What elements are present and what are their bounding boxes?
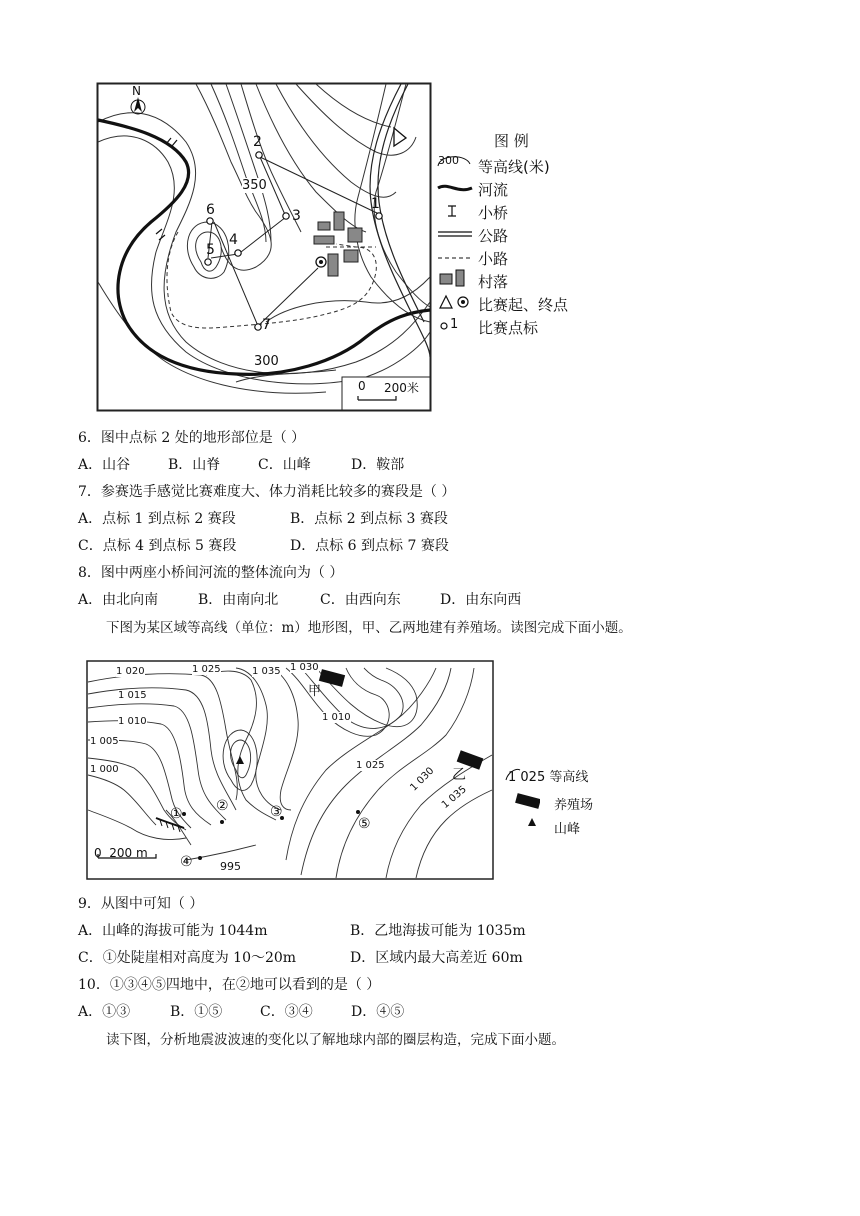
legend-contour: 等高线(米): [478, 158, 550, 176]
point-label-1: 1: [371, 196, 380, 212]
legend-river: 河流: [478, 181, 509, 199]
question-6-option-d: D．鞍部: [351, 457, 405, 473]
contour-label-1020: 1 020: [116, 666, 145, 677]
legend-contour-sym: 300: [438, 154, 459, 167]
point-label-6: 6: [206, 202, 215, 218]
contour-label-1035-b: 1 035: [439, 784, 469, 811]
question-8-option-b: B．由南向北: [198, 592, 279, 608]
point-label-circled-2: ②: [216, 798, 229, 814]
intro-paragraph-3: 读下图，分析地震波波速的变化以了解地球内部的圈层构造，完成下面小题。: [106, 1032, 565, 1048]
legend-bridge: 小桥: [478, 204, 509, 222]
point-label-circled-3: ③: [270, 804, 283, 820]
legend-village: 村落: [478, 273, 509, 291]
contour-label-300: 300: [254, 354, 279, 369]
question-7-option-b: B．点标 2 到点标 3 赛段: [290, 511, 448, 527]
question-8-stem: 8．图中两座小桥间河流的整体流向为（ ）: [78, 565, 344, 581]
question-9-option-b: B．乙地海拔可能为 1035m: [350, 923, 526, 939]
question-9-option-c: C．①处陡崖相对高度为 10～20m: [78, 950, 297, 966]
question-10-stem: 10．①③④⑤四地中，在②地可以看到的是（ ）: [78, 977, 381, 993]
contour-label-1015: 1 015: [118, 690, 147, 701]
farm-label-jia: 甲: [308, 684, 322, 699]
contour-label-1010-b: 1 010: [322, 712, 351, 723]
scale-zero: 0: [358, 379, 366, 393]
question-7-option-d: D．点标 6 到点标 7 赛段: [290, 538, 449, 554]
legend-highway: 公路: [478, 227, 509, 245]
contour-label-350: 350: [242, 178, 267, 193]
contour-map-farm: [86, 660, 494, 880]
map2-legend: [500, 760, 620, 840]
question-7-stem: 7．参赛选手感觉比赛难度大、体力消耗比较多的赛段是（ ）: [78, 484, 456, 500]
question-8-option-d: D．由东向西: [440, 592, 522, 608]
question-10-option-c: C．③④: [260, 1004, 313, 1020]
point-label-circled-4: ④: [180, 854, 193, 870]
legend-trail: 小路: [478, 250, 509, 268]
intro-paragraph-2: 下图为某区域等高线（单位：m）地形图，甲、乙两地建有养殖场。读图完成下面小题。: [106, 620, 632, 636]
question-6-stem: 6．图中点标 2 处的地形部位是（ ）: [78, 430, 306, 446]
map2-scale: 0 200 m: [94, 846, 148, 860]
question-9-option-a: A．山峰的海拔可能为 1044m: [78, 923, 268, 939]
contour-map-orienteering: [96, 82, 432, 412]
contour-label-1030-a: 1 030: [290, 662, 319, 673]
contour-label-1035-a: 1 035: [252, 666, 281, 677]
question-10-option-d: D．④⑤: [351, 1004, 405, 1020]
legend-start-end: 比赛起、终点: [478, 296, 569, 314]
scale-distance: 200米: [384, 381, 419, 395]
question-9-stem: 9．从图中可知（ ）: [78, 896, 204, 912]
point-label-3: 3: [292, 208, 301, 224]
question-10-option-a: A．①③: [78, 1004, 131, 1020]
contour-label-1025-a: 1 025: [192, 664, 221, 675]
point-label-4: 4: [229, 232, 238, 248]
point-label-circled-5: ⑤: [358, 816, 371, 832]
question-7-option-c: C．点标 4 到点标 5 赛段: [78, 538, 237, 554]
question-9-option-d: D．区域内最大高差近 60m: [350, 950, 523, 966]
contour-label-1010-a: 1 010: [118, 716, 147, 727]
question-10-option-b: B．①⑤: [170, 1004, 223, 1020]
point-label-5: 5: [206, 242, 215, 258]
map1-legend: [436, 130, 606, 340]
point-label-7: 7: [262, 317, 271, 333]
question-6-option-c: C．山峰: [258, 457, 311, 473]
question-6-option-b: B．山脊: [168, 457, 221, 473]
contour-label-1025-b: 1 025: [356, 760, 385, 771]
question-6-option-a: A．山谷: [78, 457, 131, 473]
contour-label-995: 995: [220, 860, 241, 873]
legend-checkpoint-sym: 1: [450, 317, 459, 332]
legend-symbols: [436, 150, 476, 340]
map2-legend-farm: 养殖场: [554, 798, 594, 813]
contour-label-1005: 1 005: [90, 736, 119, 747]
legend-checkpoint: 比赛点标: [478, 319, 539, 337]
map2-legend-contour: 1 025 等高线: [508, 770, 589, 785]
question-7-option-a: A．点标 1 到点标 2 赛段: [78, 511, 236, 527]
farm-label-yi: 乙: [452, 767, 466, 783]
contour-label-1000: 1 000: [90, 764, 119, 775]
point-label-2: 2: [253, 134, 262, 150]
north-label: N: [132, 84, 141, 98]
map2-legend-peak: 山峰: [554, 822, 581, 837]
legend-title: 图 例: [494, 132, 529, 150]
point-label-circled-1: ①: [170, 806, 183, 822]
question-8-option-a: A．由北向南: [78, 592, 159, 608]
contour-label-1030-b: 1 030: [408, 765, 437, 794]
question-8-option-c: C．由西向东: [320, 592, 401, 608]
